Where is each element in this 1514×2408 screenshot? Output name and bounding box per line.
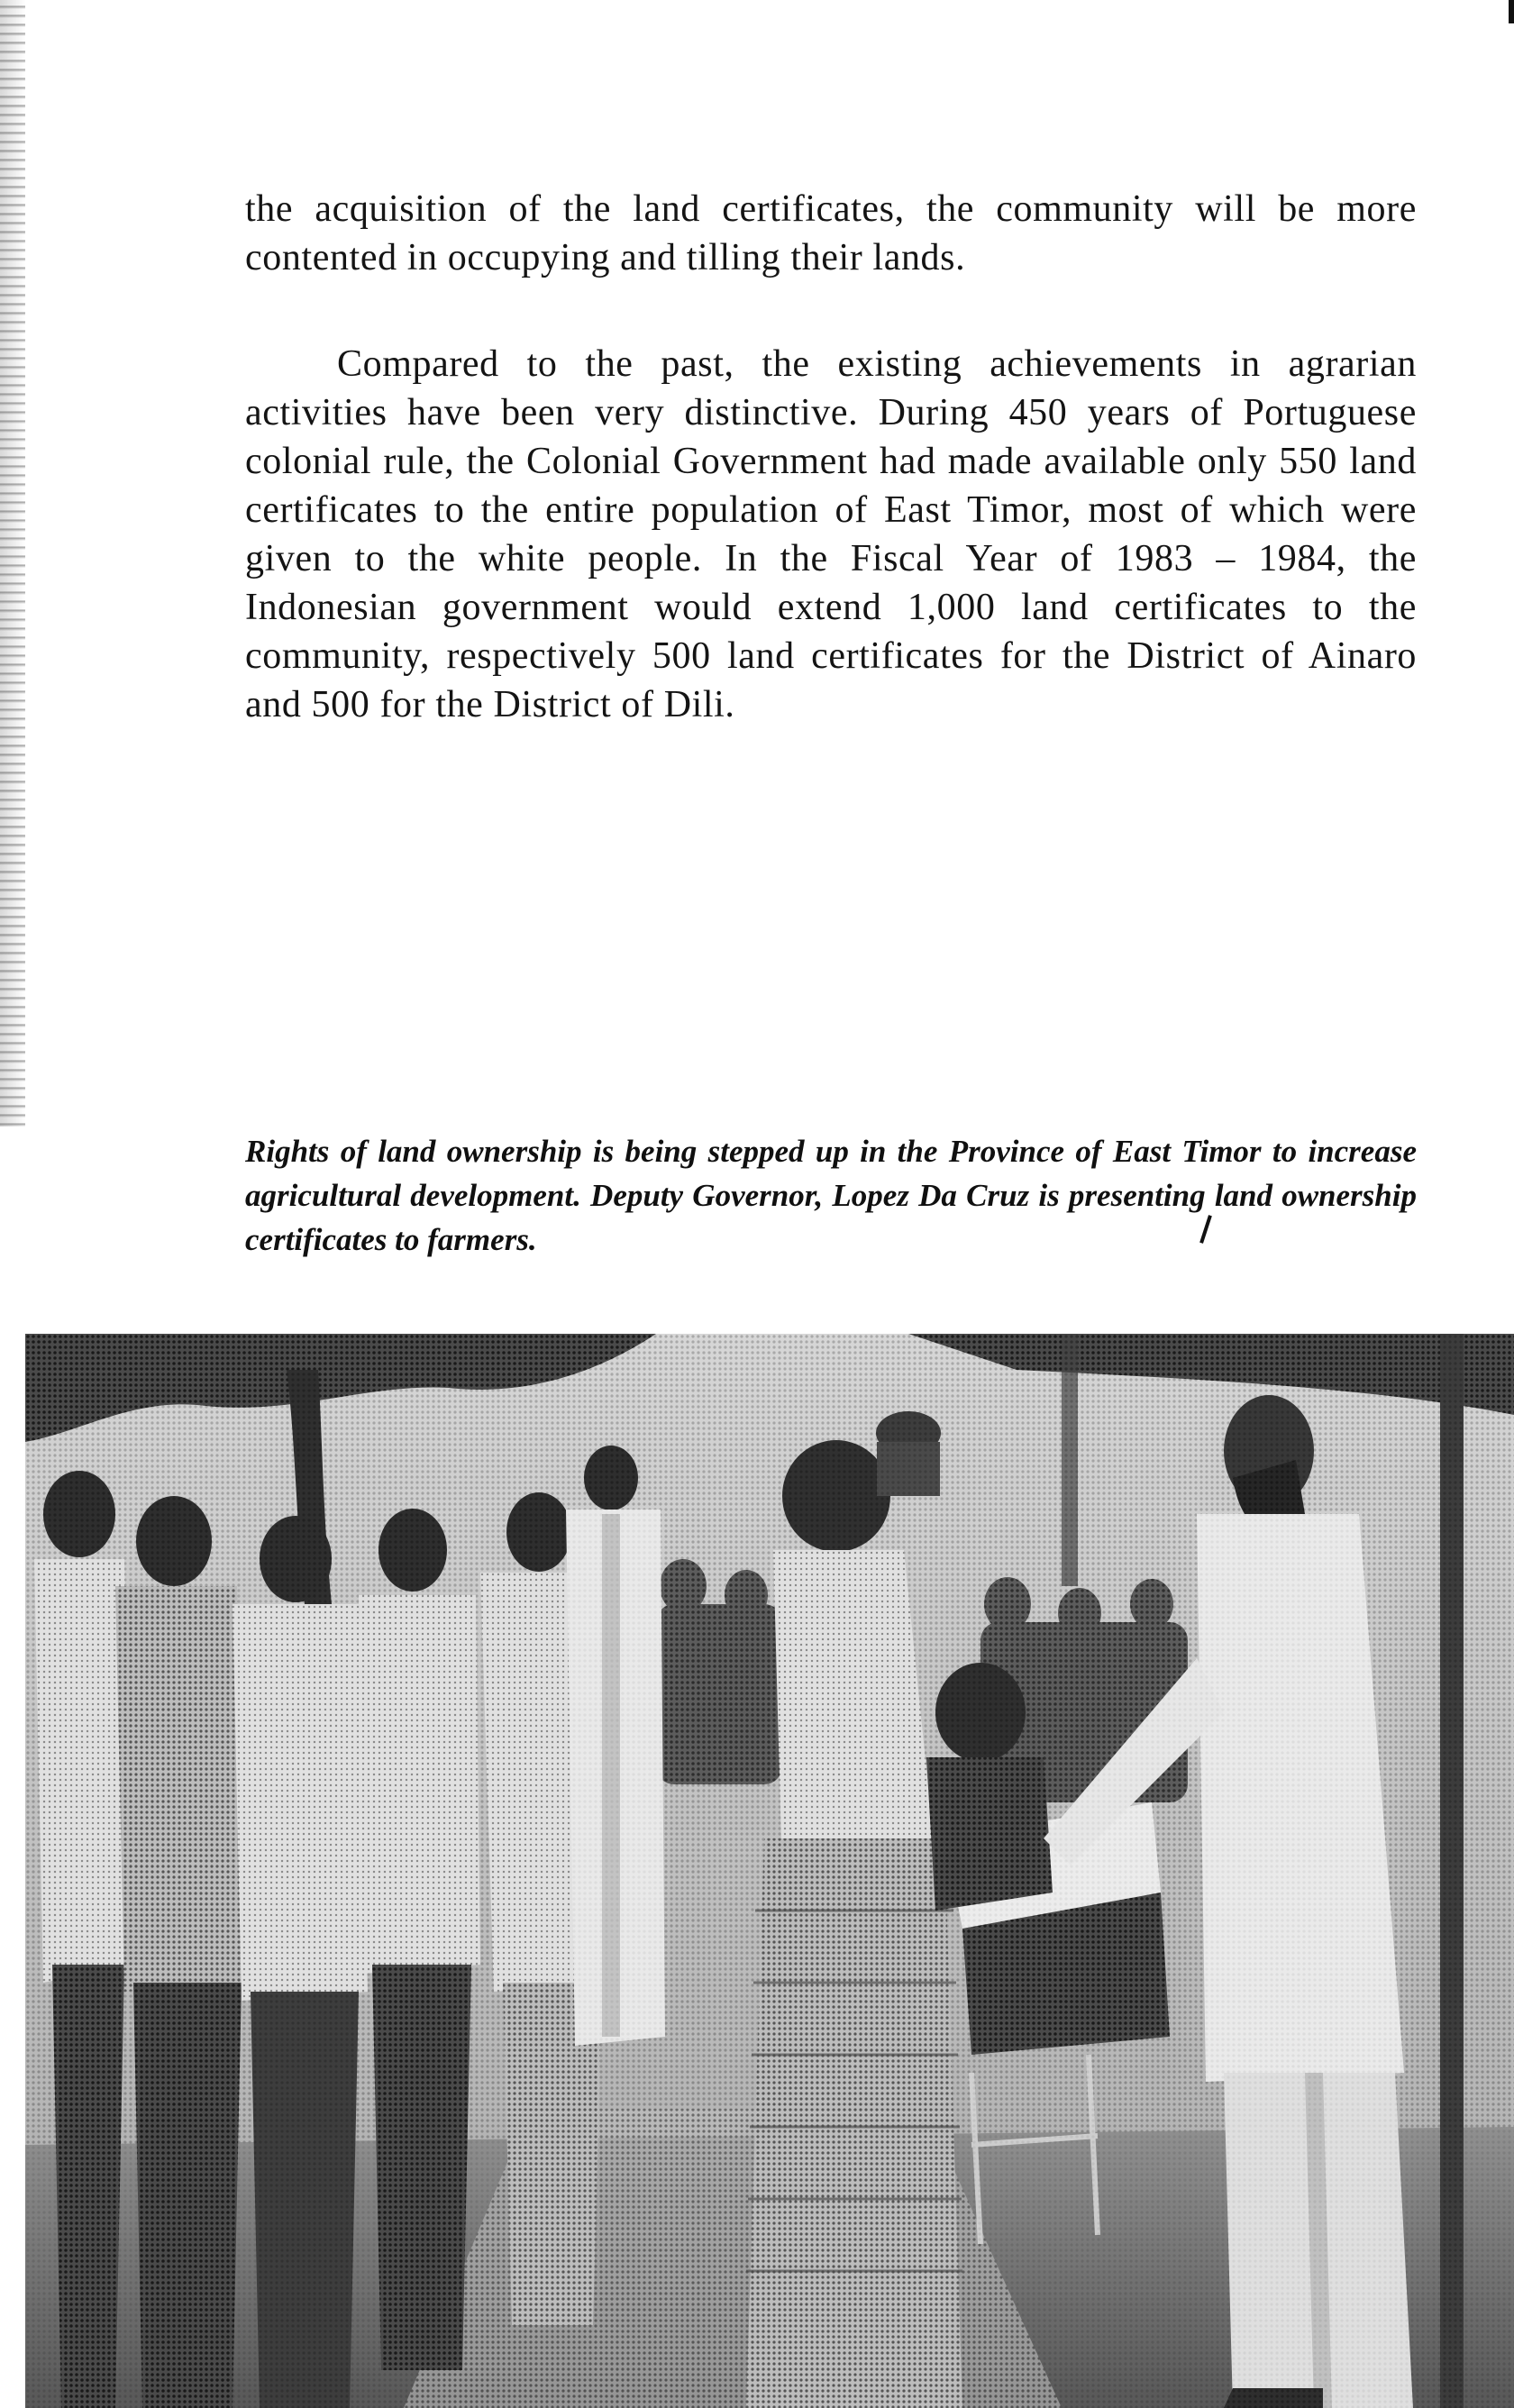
scan-corner-mark <box>1509 0 1514 23</box>
photo-caption: Rights of land ownership is being stepped up in the Province of East Timor to increase agricultural development. Deputy Governor, Lopez Da Cruz is presenting land ownership certificates to farmers. <box>245 1134 1417 1257</box>
ceremony-photo-illustration <box>25 1334 1514 2408</box>
scan-edge-noise <box>0 0 25 1126</box>
paragraph-1: the acquisition of the land certificates, the community will be more contented in occupying and tilling their lands. <box>245 188 1417 278</box>
paragraph-2: Compared to the past, the existing achievements in agrarian activities have been very distinctive. During 450 years of Portuguese colonial rule, the Colonial Government had made available only 550 land certificates to the entire population of East Timor, most of which were given to the white people. In the Fiscal Year of 1983 – 1984, the Indonesian government would extend 1,000 land certificates to the community, respectively 500 land certificates for the District of Ainaro and 500 for the District of Dili. <box>245 343 1417 725</box>
ceremony-photo <box>25 1334 1514 2408</box>
